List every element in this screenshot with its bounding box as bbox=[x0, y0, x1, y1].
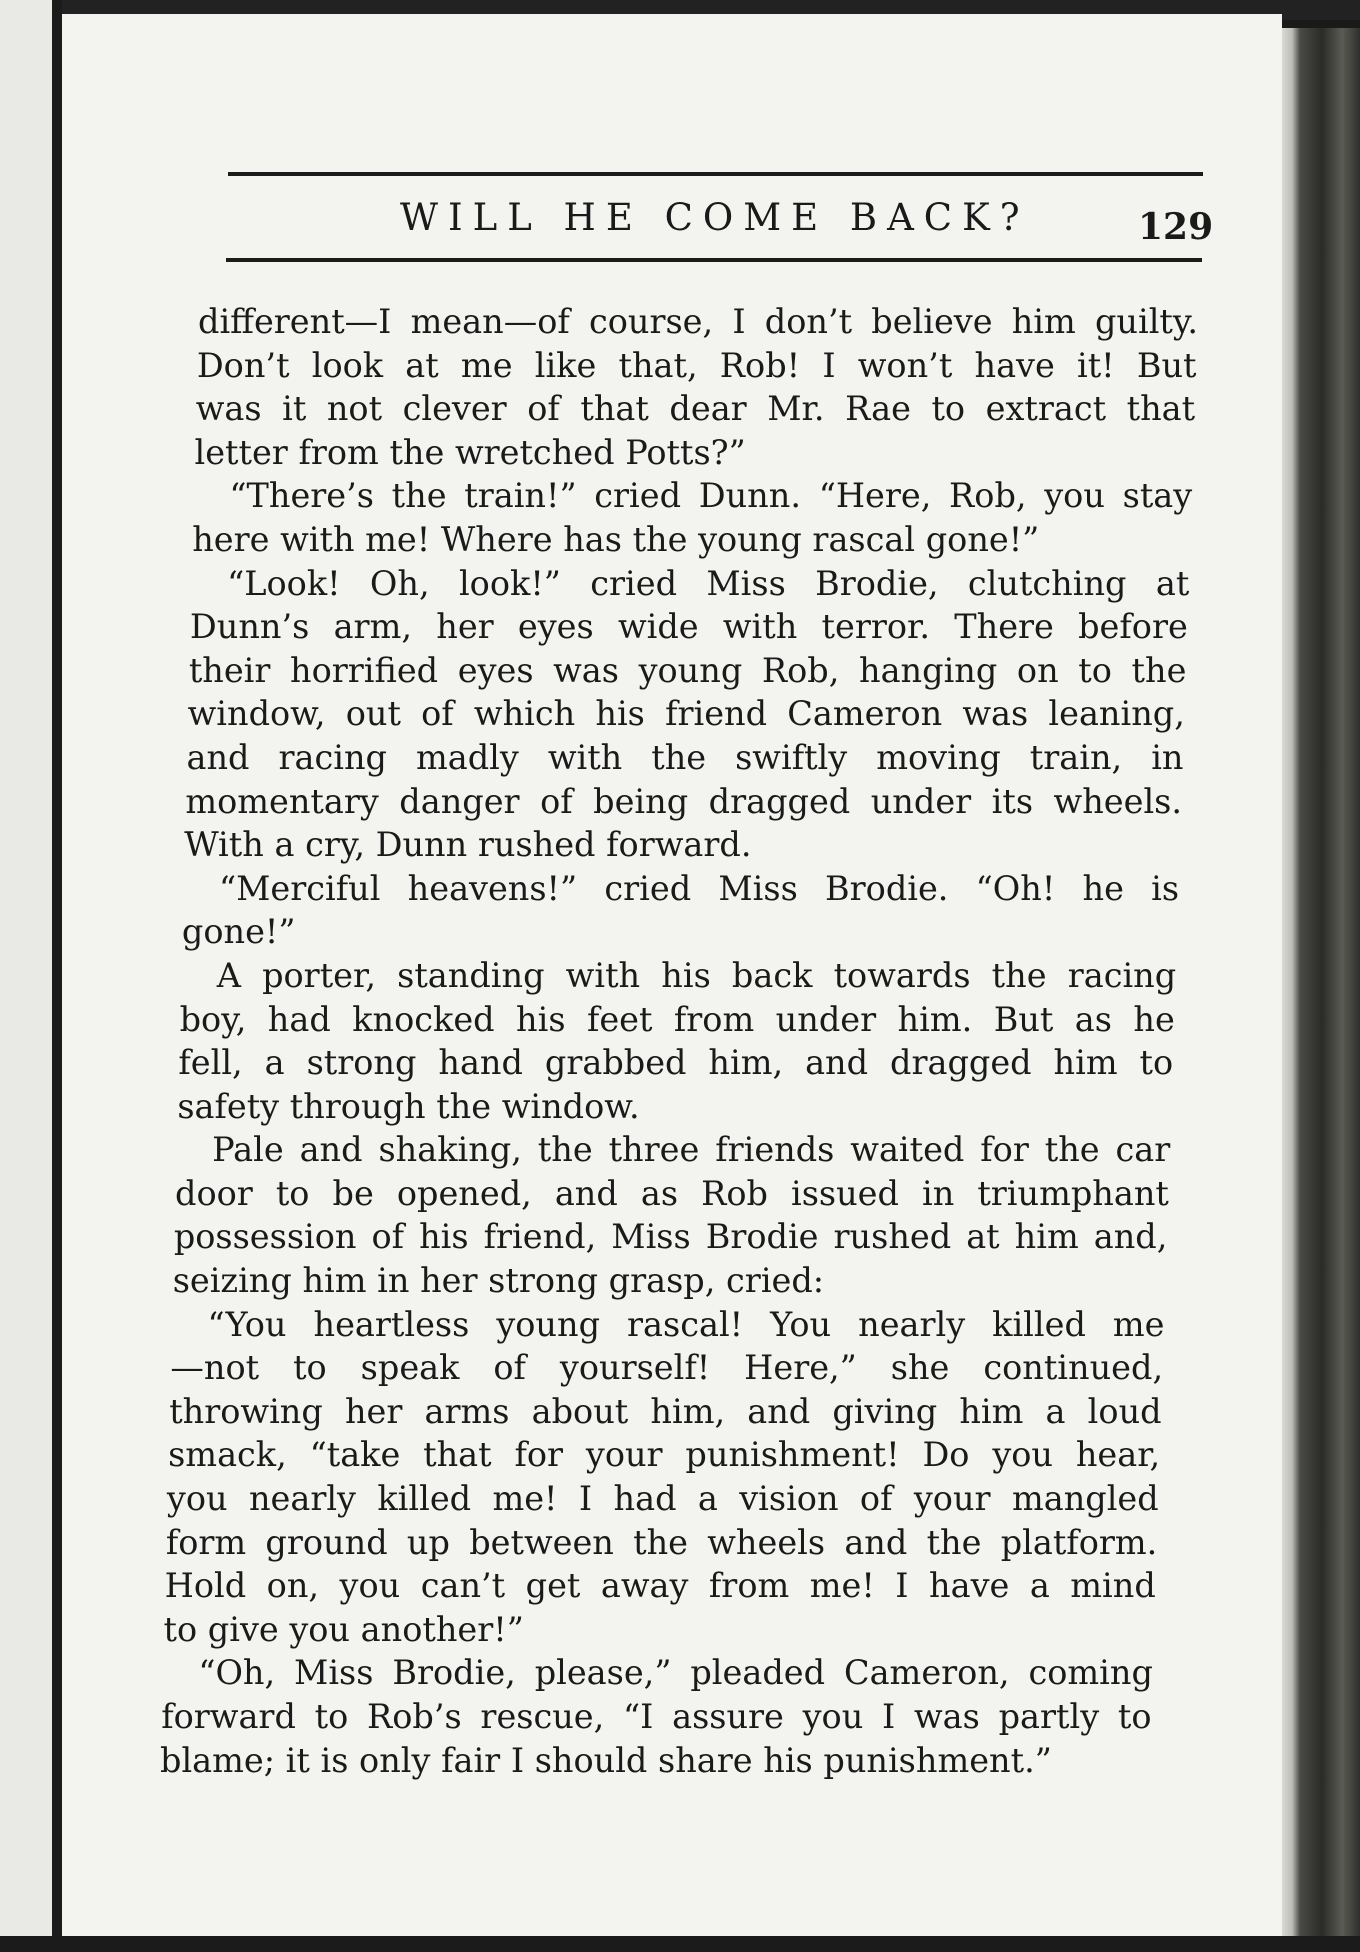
text-line: to give you another!” bbox=[163, 1609, 524, 1649]
running-title: WILL HE COME BACK? bbox=[400, 196, 1030, 239]
text-line: Dunn’s arm, her eyes wide with terror. There before bbox=[189, 607, 1188, 647]
header-rule-top bbox=[228, 172, 1203, 176]
text-line: Don’t look at me like that, Rob! I won’t have it! But bbox=[196, 345, 1197, 385]
text-line: safety through the window. bbox=[177, 1086, 640, 1126]
paragraph-first-line: “Merciful heavens!” cried Miss Brodie. “Oh! he is bbox=[219, 868, 1180, 908]
body-text bbox=[160, 300, 1198, 1782]
text-line: Hold on, you can’t get away from me! I have a mind bbox=[164, 1566, 1156, 1606]
text-line: letter from the wretched Potts?” bbox=[194, 432, 746, 472]
text-line: forward to Rob’s rescue, “I assure you I was partly to bbox=[161, 1697, 1152, 1736]
text-line: different—I mean—of course, I don’t believe him guilty. bbox=[198, 302, 1198, 341]
paragraph-first-line: “There’s the train!” cried Dunn. “Here, Rob, you stay bbox=[229, 476, 1193, 516]
text-line: was it not clever of that dear Mr. Rae to extract that bbox=[195, 389, 1196, 429]
text-line: form ground up between the wheels and the platform. bbox=[165, 1522, 1158, 1562]
book-binding bbox=[52, 0, 62, 1952]
text-line: you nearly killed me! I had a vision of your mangled bbox=[166, 1479, 1159, 1519]
text-line: their horrified eyes was young Rob, hanging on to the bbox=[188, 650, 1187, 690]
text-line: —not to speak of yourself! Here,” she continued, bbox=[170, 1348, 1164, 1388]
page-edges bbox=[1282, 28, 1360, 1952]
text-line: and racing madly with the swiftly moving train, in bbox=[186, 737, 1184, 777]
text-line: door to be opened, and as Rob issued in triumphant bbox=[175, 1173, 1169, 1213]
text-line: seizing him in her strong grasp, cried: bbox=[172, 1261, 825, 1301]
text-line: blame; it is only fair I should share his punishment.” bbox=[160, 1740, 1052, 1780]
page-number: 129 bbox=[1138, 206, 1214, 248]
header-rule-bottom bbox=[226, 258, 1202, 262]
facing-page-margin bbox=[0, 0, 56, 1952]
paragraph-first-line: “Oh, Miss Brodie, please,” pleaded Cameron, coming bbox=[198, 1653, 1153, 1693]
paragraph-first-line: “You heartless young rascal! You nearly killed me bbox=[207, 1304, 1165, 1344]
text-line: momentary danger of being dragged under its wheels. bbox=[185, 781, 1182, 821]
paragraph-first-line: A porter, standing with his back towards the racing bbox=[216, 955, 1177, 995]
text-line: window, out of which his friend Cameron was leaning, bbox=[187, 694, 1185, 734]
text-line: possession of his friend, Miss Brodie rushed at him and, bbox=[173, 1217, 1168, 1257]
paragraph-first-line: “Look! Oh, look!” cried Miss Brodie, clutching at bbox=[227, 563, 1190, 603]
text-line: here with me! Where has the young rascal gone!” bbox=[192, 519, 1040, 559]
text-line: boy, had knocked his feet from under him. But as he bbox=[179, 999, 1175, 1039]
text-line: fell, a strong hand grabbed him, and dragged him to bbox=[178, 1043, 1174, 1083]
text-line: smack, “take that for your punishment! Do you hear, bbox=[168, 1435, 1161, 1475]
text-line: throwing her arms about him, and giving him a loud bbox=[169, 1391, 1162, 1431]
paragraph-first-line: Pale and shaking, the three friends waited for the car bbox=[212, 1130, 1171, 1170]
text-line: gone!” bbox=[181, 912, 296, 952]
scan-bottom-edge bbox=[0, 1936, 1360, 1952]
text-line: With a cry, Dunn rushed forward. bbox=[184, 825, 752, 865]
